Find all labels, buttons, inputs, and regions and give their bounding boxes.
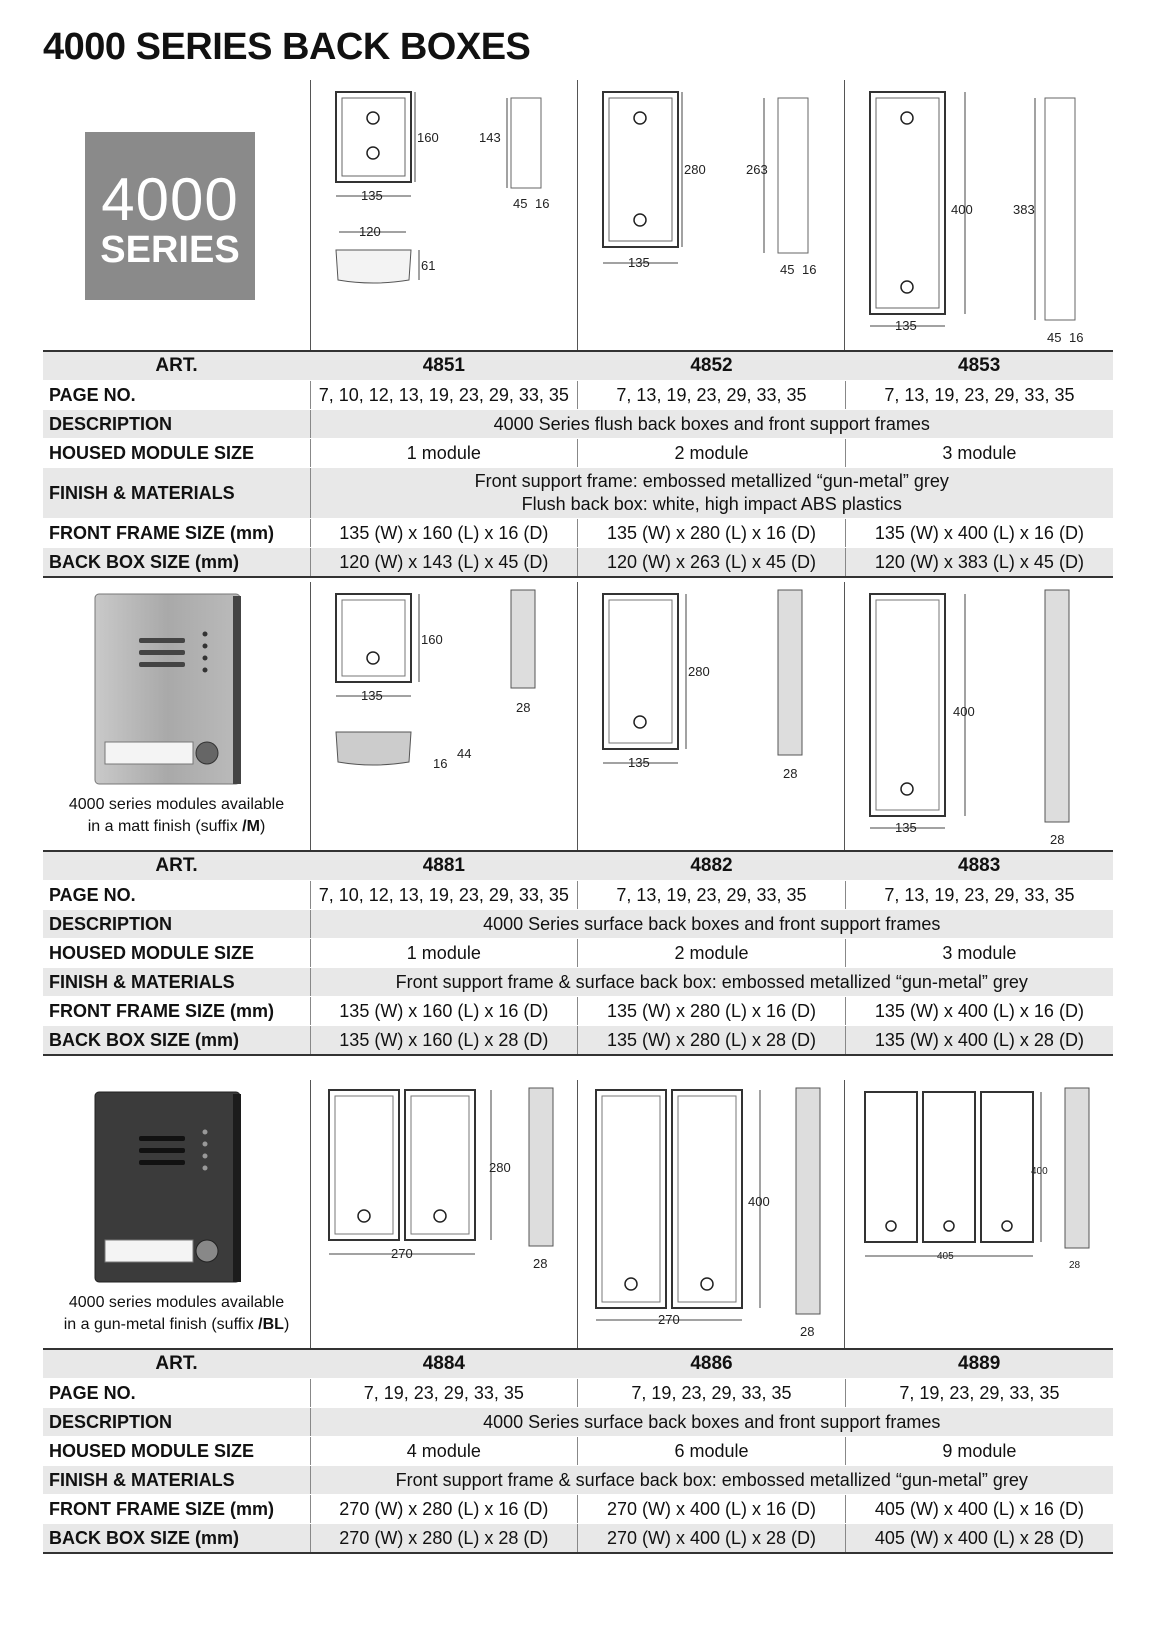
description-value: 4000 Series flush back boxes and front support frames: [310, 410, 1113, 439]
art-4853: 4853: [845, 351, 1113, 381]
housed-value: 3 module: [845, 939, 1113, 968]
drawing-4884: [310, 1080, 578, 1348]
finish-value: Front support frame & surface back box: embossed metallized “gun-metal” grey: [310, 1466, 1113, 1495]
section-flush-back-boxes: [43, 80, 1113, 578]
matt-caption: [43, 794, 310, 838]
page-no-label: PAGE NO.: [43, 381, 310, 410]
caption-line-1: 4000 series modules available: [68, 796, 285, 813]
art-4886: 4886: [578, 1349, 846, 1379]
caption-line-1: 4000 series modules available: [68, 1294, 285, 1311]
front-frame-value: 270 (W) x 280 (L) x 16 (D): [310, 1495, 578, 1524]
art-4883: 4883: [845, 851, 1113, 881]
front-frame-value: 405 (W) x 400 (L) x 16 (D): [845, 1495, 1113, 1524]
drawing-4851: [310, 80, 578, 350]
art-row: [43, 351, 1113, 381]
page-no-value: 7, 10, 12, 13, 19, 23, 29, 33, 35: [310, 881, 578, 910]
housed-value: 1 module: [310, 939, 578, 968]
drawing-4881: [310, 582, 578, 850]
module-photo-panel: [43, 1080, 310, 1348]
description-label: DESCRIPTION: [43, 1408, 310, 1437]
logo-panel: [43, 80, 310, 350]
drawing-4882: [577, 582, 845, 850]
dim-135: 135: [895, 820, 917, 835]
back-box-value: 270 (W) x 280 (L) x 28 (D): [310, 1524, 578, 1554]
back-box-label: BACK BOX SIZE (mm): [43, 1026, 310, 1056]
finish-row: [43, 1466, 1113, 1495]
back-box-value: 135 (W) x 400 (L) x 28 (D): [845, 1026, 1113, 1056]
page-no-label: PAGE NO.: [43, 881, 310, 910]
module-photo-panel: [43, 582, 310, 850]
front-frame-value: 135 (W) x 400 (L) x 16 (D): [845, 997, 1113, 1026]
section-surface-back-boxes-2: [43, 1080, 1113, 1554]
art-label: ART.: [43, 351, 310, 381]
drawing-4852: [577, 80, 845, 350]
back-box-value: 120 (W) x 263 (L) x 45 (D): [578, 548, 846, 578]
dim-280: 280: [489, 1160, 511, 1175]
drawing-4884-svg: [311, 1080, 578, 1348]
drawing-4881-svg: [311, 582, 578, 850]
front-frame-row: [43, 1495, 1113, 1524]
housed-value: 3 module: [845, 439, 1113, 468]
dim-16: 16: [535, 196, 550, 211]
drawing-4883: [844, 582, 1112, 850]
housed-value: 6 module: [578, 1437, 846, 1466]
caption-suffix: /BL: [258, 1316, 284, 1333]
page-no-value: 7, 19, 23, 29, 33, 35: [310, 1379, 578, 1408]
series-logo: [85, 132, 255, 300]
logo-word: SERIES: [100, 229, 240, 271]
housed-label: HOUSED MODULE SIZE: [43, 939, 310, 968]
dim-16: 16: [802, 262, 817, 277]
dim-143: 143: [479, 130, 501, 145]
description-row: [43, 1408, 1113, 1437]
dim-28: 28: [800, 1324, 815, 1339]
back-box-value: 135 (W) x 160 (L) x 28 (D): [310, 1026, 578, 1056]
caption-end: ): [283, 1316, 290, 1333]
description-value: 4000 Series surface back boxes and front support frames: [310, 1408, 1113, 1437]
page-no-label: PAGE NO.: [43, 1379, 310, 1408]
dim-44: 44: [457, 746, 472, 761]
page-no-value: 7, 13, 19, 23, 29, 33, 35: [578, 381, 846, 410]
finish-row: [43, 468, 1113, 519]
finish-line-2: Flush back box: white, high impact ABS plastics: [521, 494, 902, 514]
description-label: DESCRIPTION: [43, 410, 310, 439]
dim-135: 135: [361, 688, 383, 703]
page-no-value: 7, 19, 23, 29, 33, 35: [578, 1379, 846, 1408]
page-no-value: 7, 13, 19, 23, 29, 33, 35: [845, 881, 1113, 910]
dim-280: 280: [688, 664, 710, 679]
front-frame-value: 135 (W) x 280 (L) x 16 (D): [578, 997, 846, 1026]
page-no-row: [43, 881, 1113, 910]
housed-value: 2 module: [578, 939, 846, 968]
page-title: 4000 SERIES BACK BOXES: [43, 26, 531, 68]
dim-28: 28: [783, 766, 798, 781]
drawing-row-1: [43, 80, 1113, 350]
dim-61: 61: [421, 258, 436, 273]
caption-end: ): [259, 818, 266, 835]
finish-label: FINISH & MATERIALS: [43, 468, 310, 519]
back-box-value: 120 (W) x 143 (L) x 45 (D): [310, 548, 578, 578]
finish-row: [43, 968, 1113, 997]
art-row: [43, 1349, 1113, 1379]
back-box-value: 270 (W) x 400 (L) x 28 (D): [578, 1524, 846, 1554]
dim-28: 28: [533, 1256, 548, 1271]
front-frame-value: 270 (W) x 400 (L) x 16 (D): [578, 1495, 846, 1524]
front-frame-value: 135 (W) x 160 (L) x 16 (D): [310, 997, 578, 1026]
dim-135: 135: [895, 318, 917, 333]
drawing-row-2: [43, 582, 1113, 850]
art-row: [43, 851, 1113, 881]
caption-suffix: /M: [242, 818, 260, 835]
page-no-value: 7, 10, 12, 13, 19, 23, 29, 33, 35: [310, 381, 578, 410]
front-frame-value: 135 (W) x 400 (L) x 16 (D): [845, 519, 1113, 548]
dim-135: 135: [628, 755, 650, 770]
dim-263: 263: [746, 162, 768, 177]
drawing-4882-svg: [578, 582, 845, 850]
dim-45: 45: [780, 262, 795, 277]
dim-280: 280: [684, 162, 706, 177]
art-4884: 4884: [310, 1349, 578, 1379]
front-frame-value: 135 (W) x 280 (L) x 16 (D): [578, 519, 846, 548]
housed-label: HOUSED MODULE SIZE: [43, 1437, 310, 1466]
dim-405: 405: [937, 1251, 954, 1262]
dim-16: 16: [433, 756, 448, 771]
back-box-value: 135 (W) x 280 (L) x 28 (D): [578, 1026, 846, 1056]
back-box-row: [43, 548, 1113, 578]
drawing-row-3: [43, 1080, 1113, 1348]
dim-45: 45: [1047, 330, 1062, 345]
dim-16: 16: [1069, 330, 1084, 345]
dim-120: 120: [359, 224, 381, 239]
art-4889: 4889: [845, 1349, 1113, 1379]
description-label: DESCRIPTION: [43, 910, 310, 939]
caption-line-2: in a gun-metal finish (suffix: [63, 1316, 259, 1333]
dim-160: 160: [417, 130, 439, 145]
description-row: [43, 410, 1113, 439]
finish-line-1: Front support frame: embossed metallized “gun-metal” grey: [474, 471, 949, 491]
front-frame-row: [43, 519, 1113, 548]
caption-line-2: in a matt finish (suffix: [87, 818, 243, 835]
section-surface-back-boxes-1: [43, 582, 1113, 1056]
back-box-row: [43, 1524, 1113, 1554]
drawing-4886-svg: [578, 1080, 845, 1348]
housed-value: 2 module: [578, 439, 846, 468]
spec-table-2: [43, 850, 1113, 1056]
drawing-4889: [844, 1080, 1112, 1348]
dim-270: 270: [391, 1246, 413, 1261]
drawing-4883-svg: [845, 582, 1112, 850]
page-no-row: [43, 381, 1113, 410]
art-4882: 4882: [578, 851, 846, 881]
page-no-value: 7, 19, 23, 29, 33, 35: [845, 1379, 1113, 1408]
front-frame-label: FRONT FRAME SIZE (mm): [43, 997, 310, 1026]
art-4852: 4852: [578, 351, 846, 381]
art-label: ART.: [43, 851, 310, 881]
housed-label: HOUSED MODULE SIZE: [43, 439, 310, 468]
back-box-value: 405 (W) x 400 (L) x 28 (D): [845, 1524, 1113, 1554]
housed-row: [43, 939, 1113, 968]
finish-value: Front support frame & surface back box: embossed metallized “gun-metal” grey: [310, 968, 1113, 997]
spec-table-1: [43, 350, 1113, 578]
description-row: [43, 910, 1113, 939]
drawing-4852-svg: [578, 80, 845, 350]
dim-28: 28: [516, 700, 531, 715]
finish-label: FINISH & MATERIALS: [43, 968, 310, 997]
housed-row: [43, 1437, 1113, 1466]
front-frame-value: 135 (W) x 160 (L) x 16 (D): [310, 519, 578, 548]
dim-383: 383: [1013, 202, 1035, 217]
art-4881: 4881: [310, 851, 578, 881]
dim-400: 400: [748, 1194, 770, 1209]
logo-number: 4000: [101, 166, 239, 233]
back-box-value: 120 (W) x 383 (L) x 45 (D): [845, 548, 1113, 578]
drawing-4853: [844, 80, 1112, 350]
back-box-row: [43, 1026, 1113, 1056]
front-frame-label: FRONT FRAME SIZE (mm): [43, 1495, 310, 1524]
drawing-4889-svg: [845, 1080, 1112, 1348]
page-no-value: 7, 13, 19, 23, 29, 33, 35: [578, 881, 846, 910]
description-value: 4000 Series surface back boxes and front support frames: [310, 910, 1113, 939]
dim-28: 28: [1069, 1260, 1081, 1271]
drawing-4853-svg: [845, 80, 1112, 350]
spec-table-3: [43, 1348, 1113, 1554]
drawing-4851-svg: [311, 80, 578, 350]
drawing-4886: [577, 1080, 845, 1348]
page-no-row: [43, 1379, 1113, 1408]
art-label: ART.: [43, 1349, 310, 1379]
back-box-label: BACK BOX SIZE (mm): [43, 548, 310, 578]
dim-135: 135: [361, 188, 383, 203]
gun-metal-module-photo: [43, 1080, 310, 1290]
front-frame-row: [43, 997, 1113, 1026]
page-no-value: 7, 13, 19, 23, 29, 33, 35: [845, 381, 1113, 410]
dim-400: 400: [953, 704, 975, 719]
housed-value: 9 module: [845, 1437, 1113, 1466]
front-frame-label: FRONT FRAME SIZE (mm): [43, 519, 310, 548]
gun-metal-caption: [43, 1292, 310, 1336]
dim-270: 270: [658, 1312, 680, 1327]
dim-28: 28: [1050, 832, 1065, 847]
dim-135: 135: [628, 255, 650, 270]
back-box-label: BACK BOX SIZE (mm): [43, 1524, 310, 1554]
dim-45: 45: [513, 196, 528, 211]
matt-module-photo: [43, 582, 310, 792]
finish-value: [310, 468, 1113, 519]
housed-value: 1 module: [310, 439, 578, 468]
housed-value: 4 module: [310, 1437, 578, 1466]
dim-400: 400: [1031, 1166, 1048, 1177]
dim-400: 400: [951, 202, 973, 217]
dim-160: 160: [421, 632, 443, 647]
finish-label: FINISH & MATERIALS: [43, 1466, 310, 1495]
housed-row: [43, 439, 1113, 468]
art-4851: 4851: [310, 351, 578, 381]
